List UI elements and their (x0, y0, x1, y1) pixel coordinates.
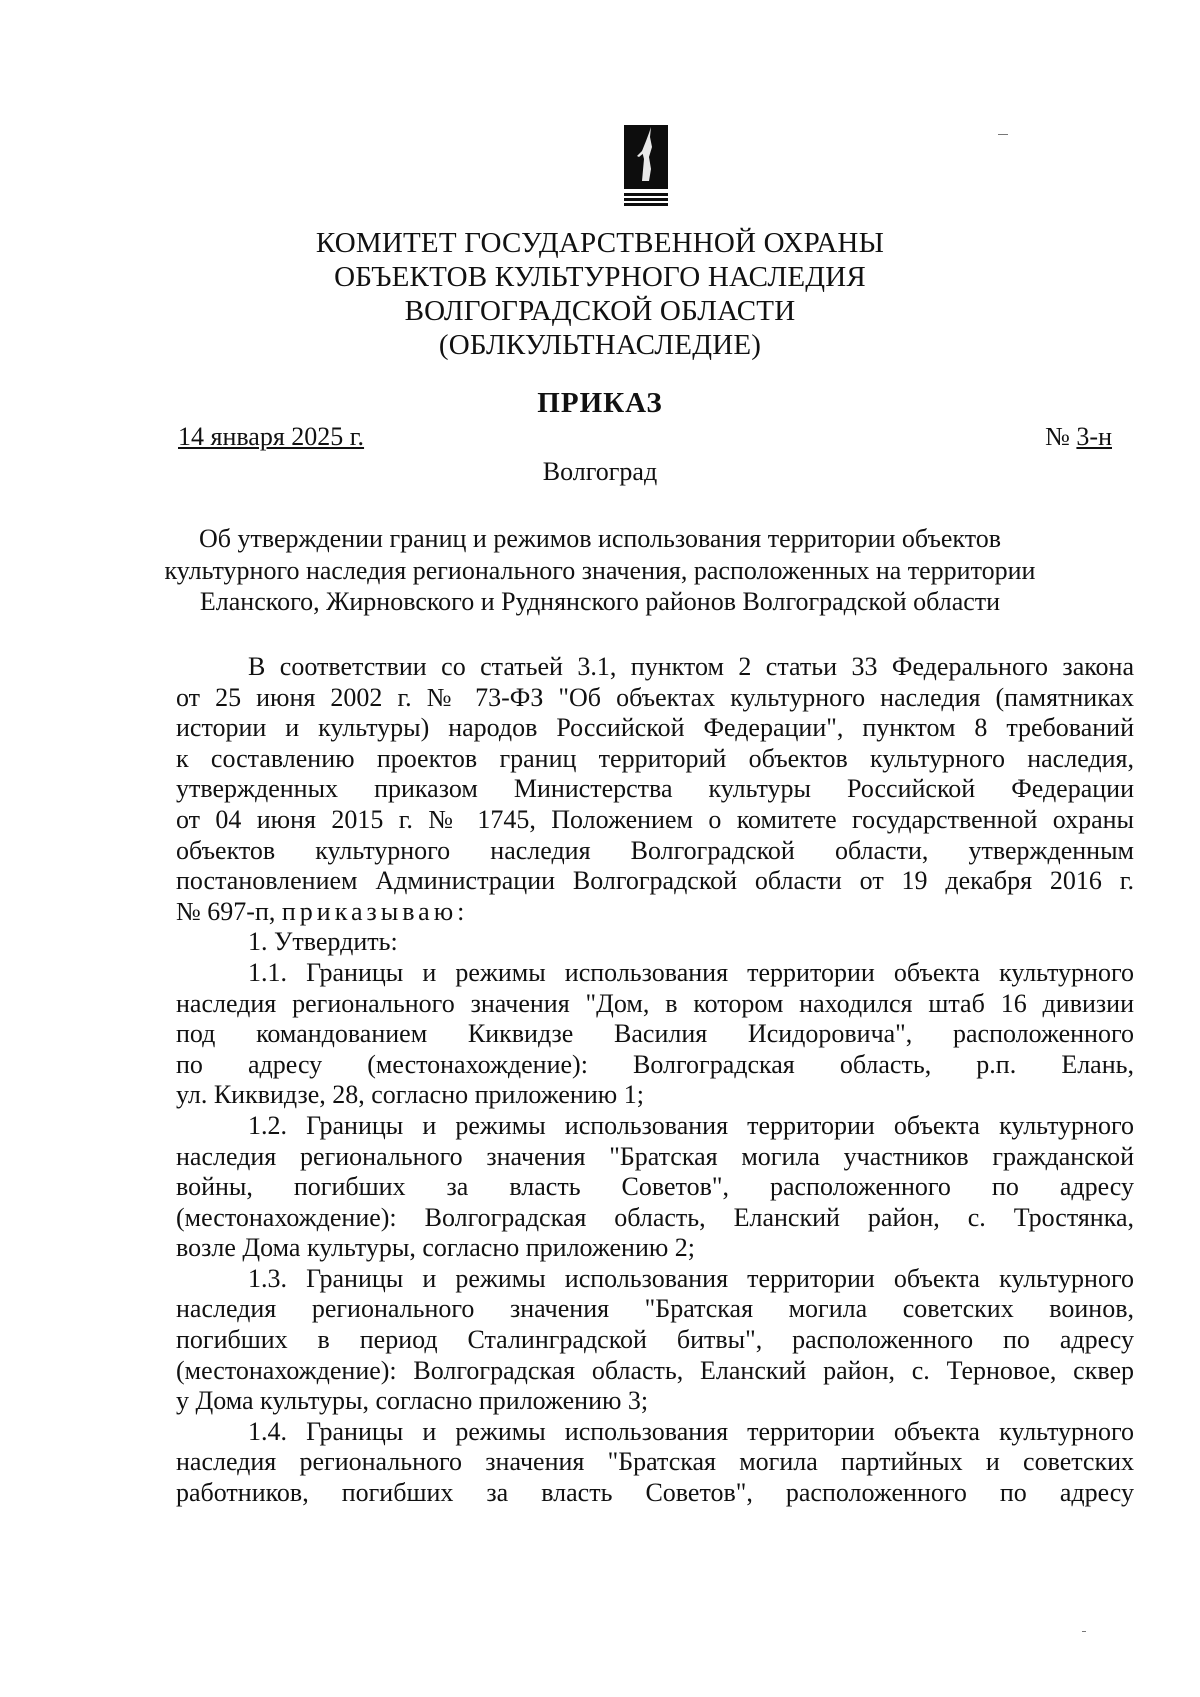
order-number-value: 3-н (1076, 422, 1112, 451)
preamble-line: В соответствии со статьей 3.1, пунктом 2 статьи 33 Федерального закона (248, 652, 1134, 681)
volgograd-coat-of-arms-icon (622, 123, 670, 211)
item-1-1-line: под командованием Киквидзе Василия Исидоровича", расположенного (176, 1019, 1134, 1049)
preamble-line: постановлением Администрации Волгоградской области от 19 декабря 2016 г. (176, 866, 1134, 896)
item-1-3-line: погибших в период Сталинградской битвы", расположенного по адресу (176, 1325, 1134, 1355)
item-1-3-line: наследия регионального значения "Братская могила советских воинов, (176, 1294, 1134, 1324)
order-city: Волгоград (542, 457, 658, 486)
preamble-line: истории и культуры) народов Российской Федерации", пунктом 8 требований (176, 713, 1134, 743)
item-1: 1. Утвердить: (248, 927, 398, 957)
order-title: ПРИКАЗ (537, 387, 663, 419)
scan-mark (1082, 1631, 1086, 1632)
order-word: приказываю: (281, 896, 469, 926)
item-1-4-line: 1.4. Границы и режимы использования территории объекта культурного (248, 1416, 1134, 1446)
subject-line: культурного наследия регионального значения, расположенных на территории (164, 555, 1036, 585)
preamble-line: от 04 июня 2015 г. № 1745, Положением о комитете государственной охраны (176, 804, 1134, 834)
preamble-end-line (176, 897, 1134, 928)
preamble-line: утвержденных приказом Министерства культуры Российской Федерации (176, 774, 1134, 804)
item-1-1-line: 1.1. Границы и режимы использования территории объекта культурного (248, 957, 1134, 987)
scan-mark (998, 134, 1008, 135)
organization-name (0, 226, 1200, 362)
subject-line: Об утверждении границ и режимов использования территории объектов (198, 524, 1002, 553)
org-line: КОМИТЕТ ГОСУДАРСТВЕННОЙ ОХРАНЫ (315, 227, 885, 259)
org-line: ВОЛГОГРАДСКОЙ ОБЛАСТИ (404, 295, 796, 327)
number-sign: № (1045, 422, 1070, 451)
item-1-2-line: возле Дома культуры, согласно приложению 2; (176, 1233, 696, 1263)
item-1-3-line: 1.3. Границы и режимы использования территории объекта культурного (248, 1263, 1134, 1293)
preamble-end: № 697-п, (176, 896, 276, 926)
item-1-4-line: наследия регионального значения "Братская могила партийных и советских (176, 1447, 1134, 1477)
item-1-1-line: ул. Киквидзе, 28, согласно приложению 1; (176, 1080, 644, 1110)
item-1-3-line: (местонахождение): Волгоградская область, Еланский район, с. Терновое, сквер (176, 1355, 1134, 1385)
preamble-line: к составлению проектов границ территорий объектов культурного наследия, (176, 743, 1134, 773)
order-body (176, 652, 1134, 1509)
item-1-1-line: наследия регионального значения "Дом, в котором находился штаб 16 дивизии (176, 988, 1134, 1018)
preamble-line: от 25 июня 2002 г. № 73-ФЗ "Об объектах культурного наследия (памятниках (176, 682, 1134, 712)
item-1-2-line: наследия регионального значения "Братская могила участников гражданской (176, 1141, 1134, 1171)
preamble-line: объектов культурного наследия Волгоградской области, утвержденным (176, 835, 1134, 865)
item-1-2-line: войны, погибших за власть Советов", расположенного по адресу (176, 1172, 1134, 1202)
item-1-3-line: у Дома культуры, согласно приложению 3; (176, 1386, 649, 1416)
org-line: (ОБЛКУЛЬТНАСЛЕДИЕ) (438, 329, 762, 361)
item-1-2-line: (местонахождение): Волгоградская область, Еланский район, с. Тростянка, (176, 1202, 1134, 1232)
item-1-1-line: по адресу (местонахождение): Волгоградская область, р.п. Елань, (176, 1049, 1134, 1079)
org-line: ОБЪЕКТОВ КУЛЬТУРНОГО НАСЛЕДИЯ (334, 261, 866, 293)
order-number (1045, 422, 1112, 452)
order-date: 14 января 2025 г. (178, 422, 365, 451)
order-subject (0, 523, 1200, 618)
item-1-2-line: 1.2. Границы и режимы использования территории объекта культурного (248, 1110, 1134, 1140)
subject-line: Еланского, Жирновского и Руднянского районов Волгоградской области (199, 587, 1001, 616)
item-1-4-line: работников, погибших за власть Советов", расположенного по адресу (176, 1478, 1134, 1508)
